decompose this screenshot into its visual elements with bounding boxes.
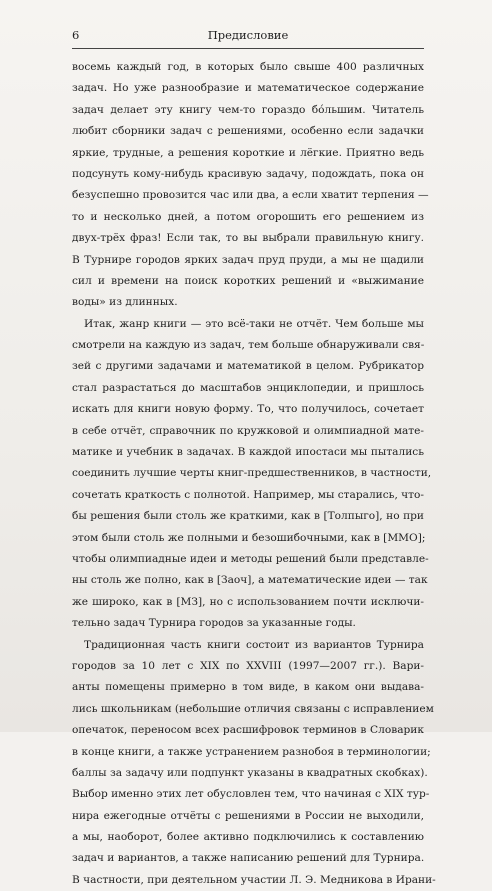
text-line: задач делает эту книгу чем-то гораздо бо́льшим. Читатель xyxy=(72,103,424,116)
text-line: а мы, наоборот, более активно подключились к составлению xyxy=(72,831,424,844)
text-line: смотрели на каждую из задач, тем больше обнаруживали свя- xyxy=(72,339,425,352)
text-line: сочетать краткость с полнотой. Например, мы старались, что- xyxy=(72,488,424,501)
header-rule xyxy=(72,48,424,49)
text-line: задач и вариантов, а также написанию решений для Турнира. xyxy=(72,852,425,865)
text-line: ны столь же полно, как в [Заоч], а математические идеи — так xyxy=(72,574,428,587)
text-line: чтобы олимпиадные идеи и методы решений были представле- xyxy=(72,552,429,565)
text-line: Итак, жанр книги — это всё-таки не отчёт. Чем больше мы xyxy=(84,317,424,330)
text-line: бы решения были столь же краткими, как в [Толпыго], но при xyxy=(72,510,424,523)
text-line: в себе отчёт, справочник по кружковой и олимпиадной мате- xyxy=(72,424,424,437)
text-line: подсунуть кому-нибудь красивую задачу, подождать, пока он xyxy=(72,167,424,180)
page-number: 6 xyxy=(72,28,80,42)
text-line: матике и учебник в задачах. В каждой ипостаси мы пытались xyxy=(72,446,424,459)
text-line: восемь каждый год, в которых было свыше 400 различных xyxy=(72,61,424,73)
text-line: опечаток, переносом всех расшифровок терминов в Словарик xyxy=(72,724,424,737)
text-line: нира ежегодные отчёты с решениями в России не выходили, xyxy=(72,809,424,822)
text-line: Традиционная часть книги состоит из вариантов Турнира xyxy=(84,638,424,651)
text-line: анты помещены примерно в том виде, в каком они выдава- xyxy=(72,681,424,694)
running-title: Предисловие xyxy=(207,28,289,42)
text-line: лись школьникам (небольшие отличия связаны с исправлением xyxy=(72,702,434,715)
text-line: любит сборники задач с решениями, особенно если задачки xyxy=(72,125,424,138)
running-head xyxy=(72,28,424,46)
text-line: то и несколько дней, а потом огорошить его решением из xyxy=(72,210,424,223)
text-line: соединить лучшие черты книг-предшественников, в частности, xyxy=(72,467,432,480)
text-line: стал разрастаться до масштабов энциклопедии, и пришлось xyxy=(72,381,424,394)
text-line: этом были столь же полными и безошибочными, как в [ММО]; xyxy=(72,531,426,544)
text-line: Выбор именно этих лет обусловлен тем, что начиная с XIX тур- xyxy=(72,788,430,801)
text-line: В Турнире городов ярких задач пруд пруди, а мы не щадили xyxy=(72,253,424,266)
text-line: баллы за задачу или подпункт указаны в квадратных скобках). xyxy=(72,766,428,779)
text-line: искать для книги новую форму. То, что получилось, сочетает xyxy=(72,403,424,416)
text-line: в конце книги, а также устранением разнобоя в терминологии; xyxy=(72,745,431,758)
text-line: городов за 10 лет с XIX по XXVIII (1997—2007 гг.). Вари- xyxy=(72,659,424,672)
text-line: же широко, как в [МЗ], но с использованием почти исключи- xyxy=(72,595,424,608)
text-line: В частности, при деятельном участии Л. Э. Медникова в Ирани- xyxy=(72,873,436,886)
body-text xyxy=(72,57,436,891)
text-line: тельно задач Турнира городов за указанные годы. xyxy=(72,617,356,630)
text-line: задач. Но уже разнообразие и математическое содержание xyxy=(72,82,424,95)
text-line: яркие, трудные, а решения короткие и лёгкие. Приятно ведь xyxy=(72,146,424,159)
text-line: безуспешно провозится час или два, а если хватит терпения — xyxy=(72,189,429,202)
text-line: сил и времени на поиск коротких решений и «выжимание xyxy=(72,274,424,287)
text-line: двух-трёх фраз! Если так, то вы выбрали правильную книгу. xyxy=(72,232,424,245)
text-line: зей с другими задачами и математикой в целом. Рубрикатор xyxy=(72,360,424,373)
text-line: воды» из длинных. xyxy=(72,296,178,309)
